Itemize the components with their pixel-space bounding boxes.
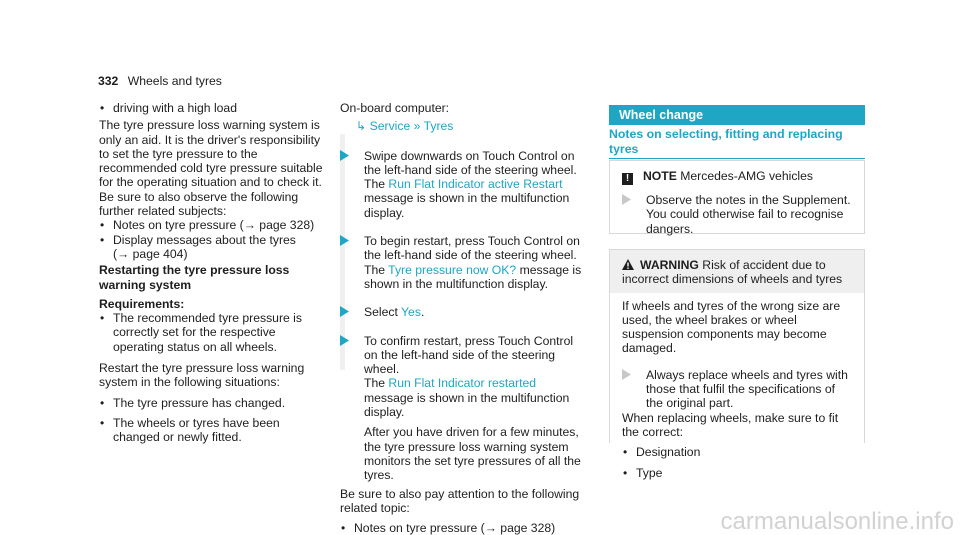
column-middle	[340, 101, 586, 535]
note-box	[609, 160, 865, 234]
warning-body	[610, 293, 864, 486]
warning-header	[610, 250, 864, 293]
display-message: Run Flat Indicator active Restart	[388, 177, 563, 192]
warning-step	[622, 368, 854, 411]
warning-text: Risk of accident due to incorrect dimensions of wheels and tyres	[622, 258, 843, 287]
page-header	[98, 74, 222, 88]
menu-service: Service	[369, 119, 411, 134]
step-text: Swipe downwards on Touch Control on the left-hand side of the steering wheel.	[364, 148, 577, 177]
list-item: • Display messages about the tyres	[99, 233, 325, 247]
option-yes: Yes	[401, 305, 421, 320]
list-item: • The wheels or tyres have been changed or newly fitted.	[99, 416, 325, 445]
warning-box	[609, 249, 865, 480]
step-arrow-icon	[622, 369, 631, 380]
list-item: • The tyre pressure has changed.	[99, 396, 325, 410]
watermark: carmanualsonline.info	[720, 507, 954, 535]
step-arrow-icon	[340, 335, 349, 346]
paragraph: The tyre pressure loss warning system is only an aid. It is the driver's responsibility to set the tyre pressure to the recommended cold tyre pressure suitable for the operating situation and to check it.	[99, 118, 323, 190]
step-text: To begin restart, press Touch Control on the left-hand side of the steering wheel.	[364, 234, 580, 263]
menu-tyres: Tyres	[423, 119, 454, 134]
step-text: After you have driven for a few minutes, the tyre pressure loss warning system monitors the set tyre pressures of all the tyres.	[364, 425, 581, 483]
paragraph: Be sure to also observe the following further related subjects:	[99, 189, 299, 219]
paragraph: When replacing wheels, make sure to fit the correct:	[622, 410, 839, 439]
step-text: The Tyre pressure now OK? message is shown in the multifunction display.	[364, 262, 582, 291]
step-3	[340, 305, 586, 319]
list-item: • Designation	[622, 445, 854, 459]
paragraph: Restart the tyre pressure loss warning system in the following situations:	[99, 361, 305, 390]
step-4	[340, 334, 586, 483]
section-name: Wheels and tyres	[127, 74, 222, 88]
return-arrow-icon: ↳	[356, 119, 367, 134]
step-text: The Run Flat Indicator restarted message is shown in the multifunction display.	[364, 376, 570, 420]
list-item: • driving with a high load	[99, 101, 325, 115]
section-heading: Restarting the tyre pressure loss warning system	[99, 263, 290, 292]
step-text: Always replace wheels and tyres with those that fulfil the specifications of the original part.	[646, 367, 848, 411]
section-title-bar: Wheel change	[609, 105, 865, 125]
step-1	[340, 149, 586, 220]
step-arrow-icon	[340, 235, 349, 246]
note-label: NOTE	[643, 169, 677, 183]
subsection-title: Notes on selecting, fitting and replacing tyres	[609, 127, 865, 159]
display-message: Run Flat Indicator restarted	[388, 376, 537, 391]
list-item: • Notes on tyre pressure (→ page 328)	[340, 521, 586, 535]
step-text: To confirm restart, press Touch Control on the left-hand side of the steering wheel.	[364, 333, 574, 377]
list-item: • The recommended tyre pressure is correctly set for the respective operating status on all wheels.	[99, 311, 325, 354]
step-text: The Run Flat Indicator active Restart message is shown in the multifunction display.	[364, 177, 570, 220]
step-arrow-icon	[340, 306, 349, 317]
paragraph: Be sure to also pay attention to the following related topic:	[340, 486, 580, 515]
warning-triangle-icon	[622, 259, 634, 270]
warning-label: WARNING	[640, 258, 699, 272]
exclamation-icon: !	[622, 173, 633, 185]
paragraph: If wheels and tyres of the wrong size are used, the wheel brakes or wheel suspension components may become damaged.	[622, 298, 841, 356]
step-arrow-icon	[340, 150, 349, 161]
list-item-continuation: (→ page 404)	[113, 246, 188, 261]
note-body: Observe the notes in the Supplement. You could otherwise fail to recognise dangers.	[646, 193, 851, 236]
column-left	[99, 101, 325, 445]
onboard-label: On-board computer:	[340, 101, 450, 115]
list-item: • Notes on tyre pressure (→ page 328)	[99, 218, 325, 232]
step-2	[340, 234, 586, 291]
double-chevron-icon: »	[413, 119, 421, 134]
menu-path	[340, 119, 586, 133]
note-text: Mercedes-AMG vehicles	[680, 169, 813, 183]
requirements-label: Requirements:	[99, 296, 185, 311]
display-message: Tyre pressure now OK?	[388, 262, 517, 277]
page-number: 332	[98, 74, 119, 88]
list-item: • Type	[622, 466, 854, 480]
step-arrow-icon	[622, 194, 631, 205]
step-text: Select Yes.	[364, 305, 425, 320]
note-step	[622, 193, 864, 236]
note-header	[610, 161, 864, 191]
